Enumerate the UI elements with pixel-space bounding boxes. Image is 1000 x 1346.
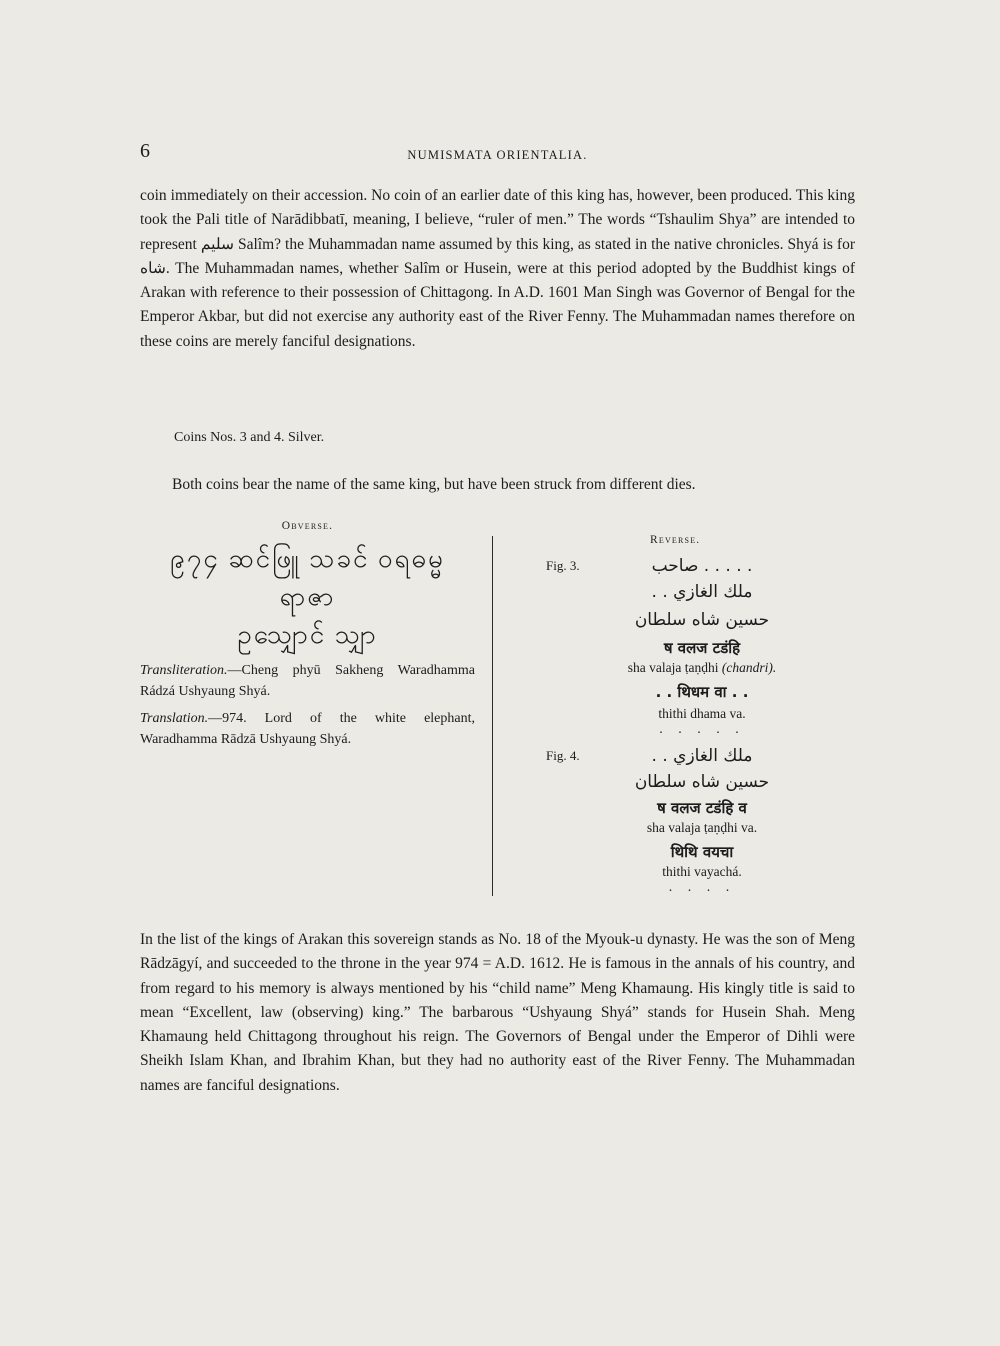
fig3-devanagari-line-2: . . थिधम वा . . [655,683,749,701]
transliteration [140,660,475,702]
figure-4-label: Fig. 4. [546,748,580,763]
fig3-dots: . . . . . [659,722,745,737]
fig4-devanagari-line-2: थिथि वयचा [670,843,734,861]
fig4-arabic-line-2: حسين شاه سلطان [634,772,770,792]
page-header [140,140,855,168]
obverse-column [140,520,475,750]
fig4-transliteration-line-1: sha valaja ṭaṇḍhi va. [646,820,758,835]
translation-text: —974. Lord of the white elephant, Waradhamma Rādzā Ushyaung Shyá. [140,711,475,747]
fig3-arabic-line-3: حسين شاه سلطان [634,610,770,630]
fig4-dots: . . . . [668,880,736,895]
translation-label: Translation. [140,711,209,726]
fig3-translit-text: sha valaja ṭaṇḍhi [627,660,719,675]
fig3-arabic-line-2: ملك الغازي . . [651,582,753,602]
both-coins-note: Both coins bear the name of the same king, but have been struck from different dies. [172,476,696,493]
reverse-heading: Reverse. [650,534,701,546]
paragraph-intro: coin immediately on their accession. No coin of an earlier date of this king has, however, been produced. This king took the Pali title of Narādibbatī, meaning, I believe, “ruler of men.” The words “Tshaulim Shya” are intended to represent سليم Salîm? the Muhammadan name assumed by this king, as stated in the native chronicles. Shyá is for شاه. The Muhammadan names, whether Salîm or Husein, were at this period adopted by the Buddhist kings of Arakan with reference to their possession of Chittagong. In A.D. 1601 Man Singh was Governor of Bengal for the Emperor Akbar, but did not exercise any authority east of the River Fenny. The Muhammadan names therefore on these coins are merely fanciful designations. [140,187,855,350]
fig3-arabic-line-1: . . . . . صاحب [651,556,753,576]
paragraph-kings-of-arakan: In the list of the kings of Arakan this sovereign stands as No. 18 of the Myouk-u dynasty. He was the son of Meng Rādzāgyí, and succeeded to the throne in the year 974 = A.D. 1612. He is famous in the annals of his country, and from regard to his memory is always mentioned by his “child name” Meng Khamaung. His kingly title is said to mean “Excellent, law (observing) king.” The barbarous “Ushyaung Shyá” stands for Husein Shah. Meng Khamaung held Chittagong throughout his reign. The Governors of Bengal under the Emperor of Dihli were Sheikh Islam Khan, and Ibrahim Khan, but they had no authority east of the River Fenny. The Muhammadan names are fanciful designations. [140,931,855,1094]
transliteration-label: Transliteration. [140,663,228,678]
translation [140,708,475,750]
burmese-legend-line-1: ၉၇၄ ဆင်ဖြူ သခင် ဝရဓမ္မ ရာဇာ [170,544,445,611]
running-title: NUMISMATA ORIENTALIA. [407,148,588,162]
fig3-transliteration-line-2: thithi dhama va. [658,706,746,721]
page-number: 6 [140,140,150,162]
figure-3-label: Fig. 3. [546,558,580,573]
fig3-translit-note: (chandri). [721,660,777,675]
fig4-arabic-line-1: ملك الغازي . . [651,746,753,766]
column-divider [492,536,493,896]
transliteration-text: —Cheng phyū Sakheng Waradhamma Rádzá Ushyaung Shyá. [140,663,475,699]
fig3-devanagari-line-1: ष वलज टडंहि [663,639,741,657]
obverse-heading: Obverse. [281,520,334,532]
burmese-legend-line-2: ဥသျှောင် သျှာ [237,620,378,649]
coins-heading: Coins Nos. 3 and 4. Silver. [174,430,325,445]
fig4-devanagari-line-1: ष वलज टडंहि व [657,799,747,817]
fig4-transliteration-line-2: thithi vayachá. [662,864,742,879]
fig3-transliteration-line-1 [594,660,810,676]
